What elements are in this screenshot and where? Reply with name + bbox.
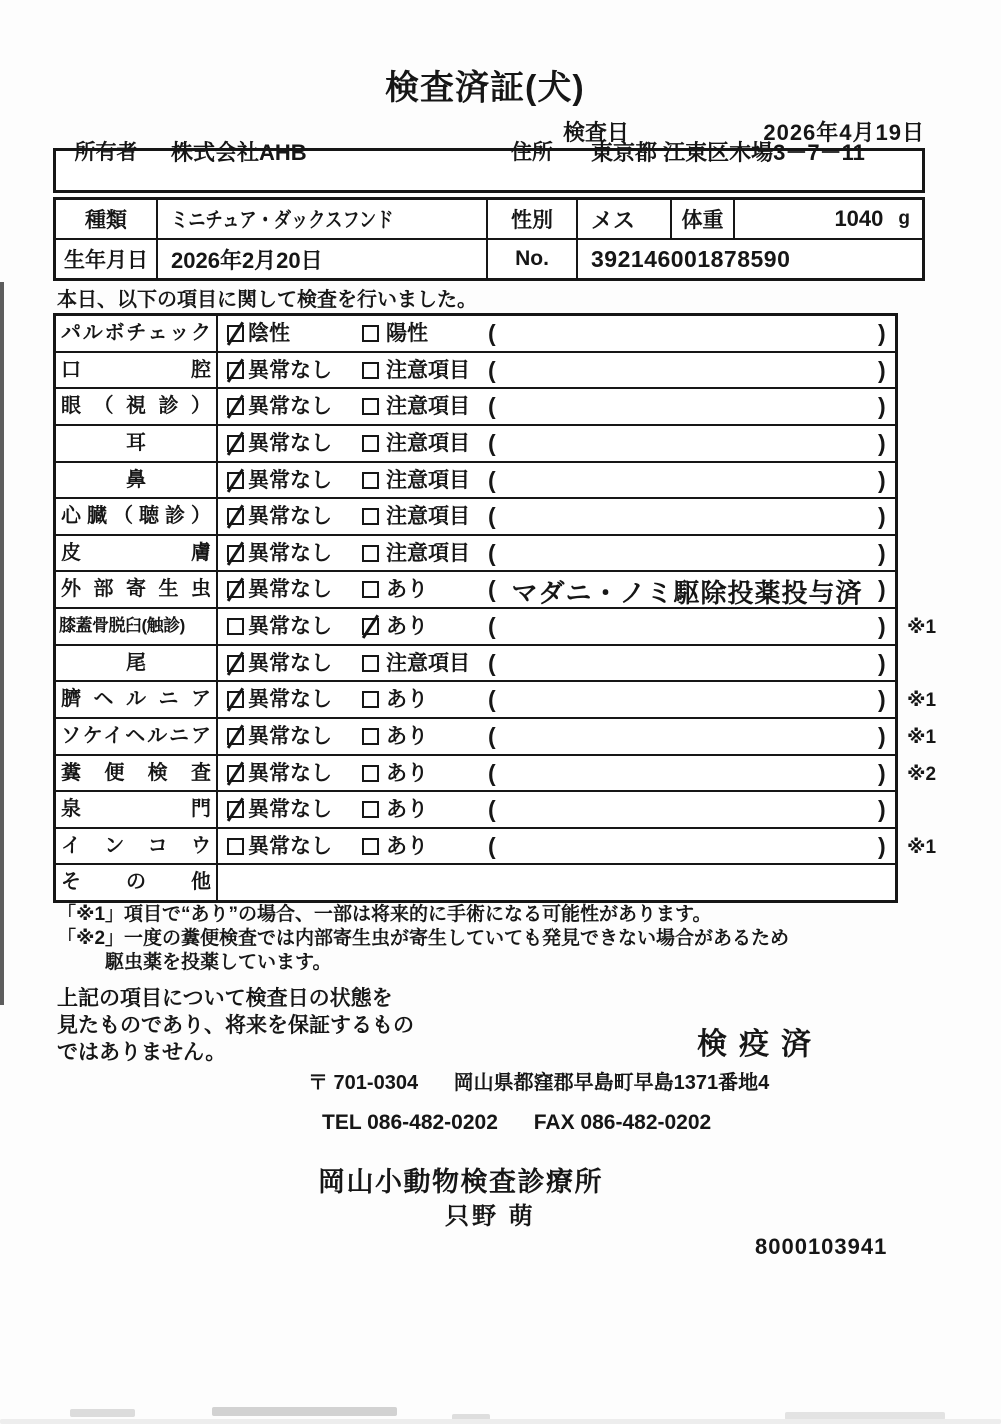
paren-open: ( — [488, 539, 496, 566]
checkbox-checked — [227, 362, 244, 379]
certificate-title: 検査済証(犬) — [385, 69, 585, 107]
pet-table — [53, 197, 925, 281]
paren-close: ) — [878, 576, 886, 603]
scan-smudge — [0, 1419, 1001, 1424]
scan-edge-artifact — [0, 282, 4, 1005]
inspection-item-label: 心臓（聴診） — [56, 499, 218, 534]
checkbox-unchecked — [362, 765, 379, 782]
sex-value: メス — [578, 200, 672, 238]
inspection-date-value: 2026年4月19日 — [763, 120, 925, 145]
checkbox-checked — [227, 728, 244, 745]
inspection-item-label: インコウ — [56, 829, 218, 864]
weight-label: 体重 — [672, 200, 735, 238]
inspection-item-label: 膝蓋骨脱臼(触診) — [56, 609, 218, 644]
option-label: 異常なし — [248, 395, 332, 419]
inspection-row — [56, 682, 937, 719]
weight-value: 1040 — [834, 206, 884, 231]
footnote-line: 駆虫薬を投薬しています。 — [105, 952, 332, 973]
pet-row-2 — [56, 240, 922, 278]
scan-smudge — [212, 1407, 397, 1416]
checkbox-unchecked — [362, 508, 379, 525]
reference-mark: ※1 — [907, 617, 937, 638]
inspection-item-label: 糞便検査 — [56, 756, 218, 791]
paren-open: ( — [488, 393, 496, 420]
disclaimer — [57, 985, 414, 1066]
clinic-tel: TEL 086-482-0202 — [322, 1111, 498, 1134]
footnotes — [57, 903, 789, 975]
paren-open: ( — [488, 466, 496, 493]
weight-unit: g — [898, 208, 910, 229]
inspection-item-label: 尾 — [56, 646, 218, 681]
disclaimer-line: 上記の項目について検査日の状態を — [57, 987, 393, 1010]
inspection-row — [56, 536, 895, 573]
checkbox-unchecked — [362, 325, 379, 342]
footnote-line: 「※2」一度の糞便検査では内部寄生虫が寄生していても発見できない場合があるため — [57, 928, 790, 949]
option-label: 異常なし — [248, 431, 332, 455]
checkbox-unchecked — [362, 655, 379, 672]
option-label: 異常なし — [248, 505, 332, 529]
checkbox-checked — [227, 435, 244, 452]
paren-close: ) — [878, 722, 886, 749]
reference-mark: ※1 — [907, 690, 937, 712]
option-label: 異常なし — [248, 651, 332, 675]
checkbox-unchecked — [362, 801, 379, 818]
paren-open: ( — [488, 759, 496, 786]
checkbox-checked — [227, 545, 244, 562]
inspection-item-label: 皮膚 — [56, 536, 218, 571]
inspection-row — [56, 389, 895, 426]
paren-open: ( — [488, 576, 496, 603]
paren-open: ( — [488, 832, 496, 859]
paren-close: ) — [878, 539, 886, 566]
postal-code: 〒 701-0304 — [308, 1072, 419, 1094]
pet-row-1 — [56, 200, 922, 240]
disclaimer-line: ではありません。 — [57, 1041, 227, 1064]
inspection-item-label: 眼（視診） — [56, 389, 218, 424]
option-label: 注意項目 — [386, 505, 470, 529]
checkbox-checked — [227, 325, 244, 342]
checkbox-unchecked — [362, 398, 379, 415]
birth-label: 生年月日 — [56, 240, 158, 278]
checkbox-checked — [227, 655, 244, 672]
checkbox-unchecked — [362, 581, 379, 598]
inspection-row — [56, 609, 937, 646]
breed-value — [158, 200, 488, 238]
inspection-item-label: その他 — [56, 865, 218, 900]
option-label: あり — [386, 834, 428, 858]
inspection-row — [56, 646, 895, 683]
checkbox-unchecked — [362, 728, 379, 745]
inspection-row — [56, 865, 895, 900]
serial-number: 8000103941 — [755, 1234, 888, 1259]
inspection-row — [56, 463, 895, 500]
inspection-item-label: 臍ヘルニア — [56, 682, 218, 717]
paren-open: ( — [488, 686, 496, 713]
checkbox-checked — [227, 765, 244, 782]
option-label: 注意項目 — [386, 468, 470, 492]
owner-table: 所有者 株式会社AHB 住所 東京都 江東区木場3－7－11 — [53, 148, 925, 193]
reference-mark: ※1 — [907, 836, 937, 858]
option-label: 注意項目 — [386, 431, 470, 455]
number-value: 392146001878590 — [591, 245, 791, 272]
option-label: 陽性 — [386, 322, 428, 345]
option-label: あり — [386, 578, 428, 602]
option-label: 異常なし — [248, 834, 332, 858]
inspection-item-label: 泉門 — [56, 792, 218, 827]
weight-cell — [735, 200, 922, 238]
checkbox-unchecked — [362, 838, 379, 855]
paren-close: ) — [878, 356, 886, 383]
checkbox-unchecked — [362, 362, 379, 379]
paren-close: ) — [878, 832, 886, 859]
checkbox-checked — [227, 508, 244, 525]
inspection-row — [56, 719, 937, 756]
paren-open: ( — [488, 722, 496, 749]
inspection-date-label: 検査日 — [563, 120, 630, 145]
inspection-row — [56, 499, 895, 536]
paren-open: ( — [488, 796, 496, 823]
option-label: 陰性 — [248, 322, 290, 345]
paren-close: ) — [878, 796, 886, 823]
paren-close: ) — [878, 429, 886, 456]
option-label: 異常なし — [248, 615, 332, 638]
paren-open: ( — [488, 649, 496, 676]
paren-close: ) — [878, 393, 886, 420]
paren-close: ) — [878, 759, 886, 786]
clinic-tel-line — [322, 1111, 711, 1135]
clinic-address: 岡山県都窪郡早島町早島1371番地4 — [453, 1072, 770, 1094]
option-label: 注意項目 — [386, 358, 470, 382]
paren-close: ) — [878, 503, 886, 530]
paren-open: ( — [488, 503, 496, 530]
scan-smudge — [70, 1409, 135, 1417]
sex-label: 性別 — [488, 200, 578, 238]
footnote-line: 「※1」項目で“あり”の場合、一部は将来的に手術になる可能性があります。 — [57, 904, 712, 925]
option-label: 注意項目 — [386, 541, 470, 565]
option-label: 異常なし — [248, 358, 332, 382]
paren-open: ( — [488, 320, 496, 346]
inspection-row — [56, 426, 895, 463]
checkbox-checked — [227, 398, 244, 415]
paren-close: ) — [878, 466, 886, 493]
checkbox-unchecked — [362, 691, 379, 708]
checkbox-unchecked — [227, 838, 244, 855]
option-label: 異常なし — [248, 468, 332, 492]
reference-mark: ※1 — [907, 726, 937, 748]
inspection-item-label: 鼻 — [56, 463, 218, 498]
option-label: あり — [386, 688, 428, 712]
inspection-row — [56, 829, 937, 866]
option-label: 異常なし — [248, 761, 332, 785]
option-label: あり — [386, 761, 428, 785]
paren-close: ) — [878, 320, 886, 346]
paren-open: ( — [488, 613, 496, 639]
option-label: 異常なし — [248, 798, 332, 822]
checkbox-checked — [227, 472, 244, 489]
option-label: 注意項目 — [386, 395, 470, 419]
inspection-item-label: パルボチェック — [56, 316, 218, 351]
option-label: あり — [386, 798, 428, 822]
inspection-item-label: ソケイヘルニア — [56, 719, 218, 754]
number-label: No. — [488, 240, 578, 278]
clinic-name: 岡山小動物検査診療所 — [318, 1167, 603, 1197]
clinic-postal-line — [308, 1066, 769, 1095]
breed-label: 種類 — [56, 200, 158, 238]
inspection-row — [56, 572, 895, 609]
inspection-item-label: 外部寄生虫 — [56, 572, 218, 607]
intro-text: 本日、以下の項目に関して検査を行いました。 — [57, 289, 477, 311]
inspection-row — [56, 792, 895, 829]
paren-close: ) — [878, 686, 886, 713]
inspection-item-label: 口腔 — [56, 353, 218, 388]
inspection-row — [56, 316, 895, 353]
veterinarian-name: 只野 萌 — [445, 1203, 536, 1230]
option-label: 注意項目 — [386, 651, 470, 675]
option-label: あり — [386, 615, 428, 638]
birth-value: 2026年2月20日 — [158, 240, 488, 278]
inspection-table — [53, 313, 937, 903]
checkbox-unchecked — [362, 472, 379, 489]
checkbox-unchecked — [227, 618, 244, 635]
checkbox-checked — [227, 801, 244, 818]
paren-open: ( — [488, 356, 496, 383]
option-label: あり — [386, 724, 428, 748]
checkbox-checked — [227, 691, 244, 708]
quarantine-stamp: 検疫済 — [697, 1028, 823, 1061]
option-label: 異常なし — [248, 724, 332, 748]
row-note: マダニ・ノミ駆除投薬投与済 — [511, 578, 863, 609]
option-label: 異常なし — [248, 578, 332, 602]
paren-close: ) — [878, 649, 886, 676]
reference-mark: ※2 — [907, 763, 937, 785]
inspection-row — [56, 353, 895, 390]
option-label: 異常なし — [248, 541, 332, 565]
paren-open: ( — [488, 429, 496, 456]
disclaimer-line: 見たものであり、将来を保証するもの — [57, 1014, 414, 1037]
checkbox-checked — [227, 581, 244, 598]
inspection-item-label: 耳 — [56, 426, 218, 461]
clinic-fax: FAX 086-482-0202 — [533, 1111, 712, 1134]
checkbox-unchecked — [362, 435, 379, 452]
paren-close: ) — [878, 613, 886, 639]
checkbox-unchecked — [362, 545, 379, 562]
breed-text: ミニチュア・ダックスフンド — [171, 209, 394, 232]
checkbox-checked — [362, 618, 379, 635]
inspection-row — [56, 756, 937, 793]
option-label: 異常なし — [248, 688, 332, 712]
